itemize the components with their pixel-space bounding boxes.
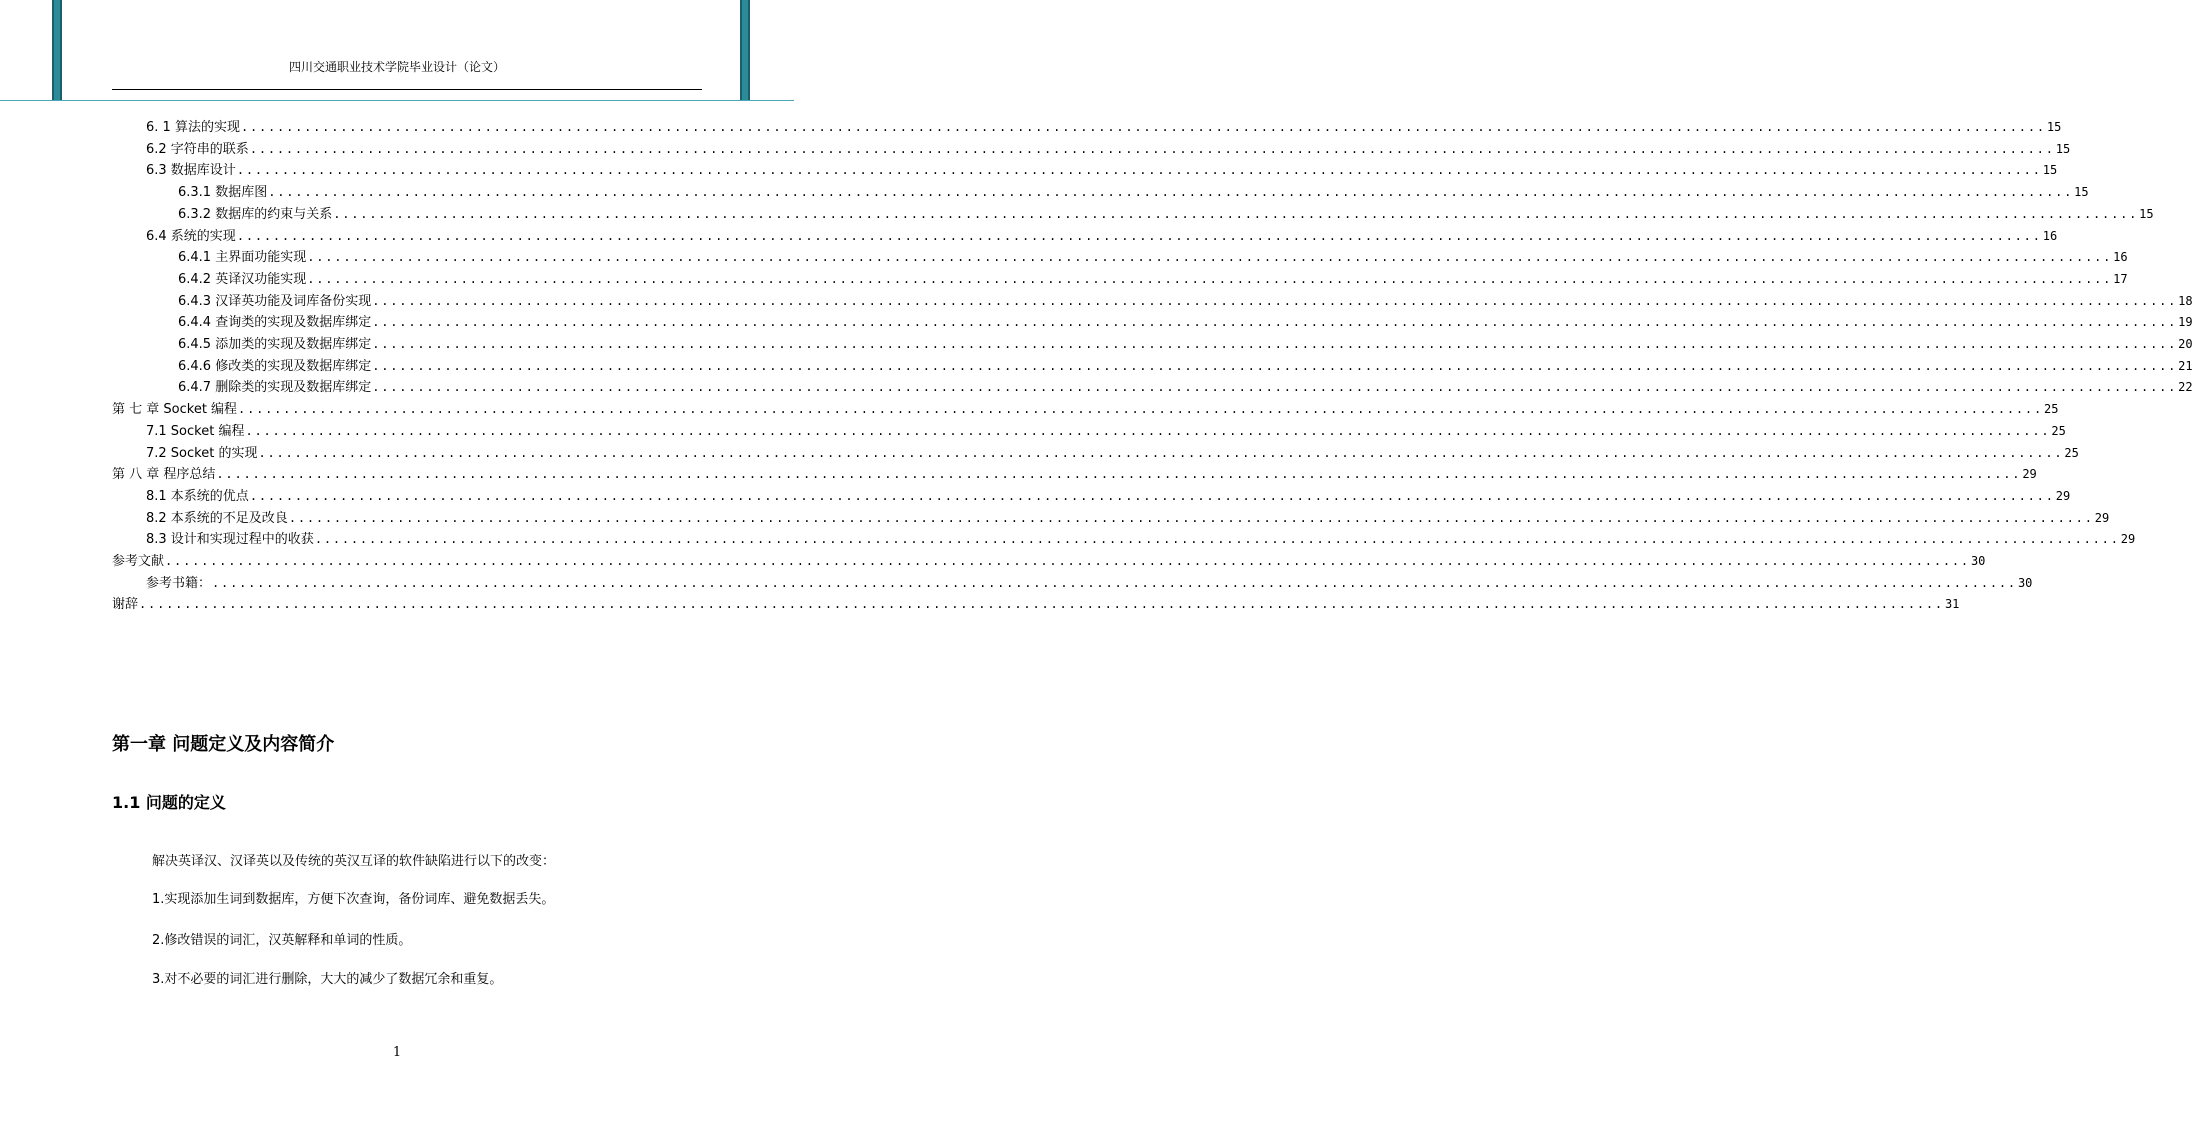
toc-entry-label: 6.4.6 修改类的实现及数据库绑定 bbox=[178, 358, 372, 374]
header-decor-bar-right bbox=[740, 0, 750, 100]
toc-entry[interactable] bbox=[112, 420, 2066, 440]
toc-leader-dots: ........................................................................................................................................................................................................ bbox=[139, 597, 1944, 612]
toc-leader-dots: ........................................................................................................................................................................................................ bbox=[372, 337, 2178, 351]
toc-entry[interactable] bbox=[112, 593, 1960, 613]
toc-entry-page: 29 bbox=[2022, 467, 2037, 482]
toc-entry-label: 第 七 章 Socket 编程 bbox=[112, 402, 238, 418]
toc-leader-dots: ........................................................................................................................................................................................................ bbox=[245, 423, 2051, 438]
toc-entry-label: 7.1 Socket 编程 bbox=[146, 423, 245, 439]
toc-entry-page: 15 bbox=[2139, 206, 2154, 221]
toc-leader-dots: ........................................................................................................................................................................................................ bbox=[372, 293, 2178, 308]
header-decor-bar-left bbox=[52, 0, 62, 100]
toc-entry[interactable] bbox=[112, 311, 2193, 331]
toc-entry[interactable] bbox=[112, 225, 2058, 245]
toc-leader-dots: ........................................................................................................................................................................................................ bbox=[216, 467, 2022, 482]
header-rule bbox=[112, 89, 702, 90]
chapter-title: 第一章 问题定义及内容简介 bbox=[112, 734, 335, 755]
toc-entry[interactable] bbox=[112, 463, 2037, 483]
toc-entry-label: 6.3.2 数据库的约束与关系 bbox=[178, 206, 333, 222]
toc-leader-dots: ........................................................................................................................................................................................................ bbox=[268, 185, 2074, 200]
toc-entry-page: 16 bbox=[2113, 250, 2128, 265]
toc-entry-label: 6.4.4 查询类的实现及数据库绑定 bbox=[178, 315, 372, 331]
toc-entry-page: 19 bbox=[2178, 315, 2193, 330]
paragraph: 1.实现添加生词到数据库，方便下次查询，备份词库、避免数据丢失。 bbox=[152, 892, 555, 907]
toc-entry-label: 参考文献 bbox=[112, 554, 165, 569]
toc-leader-dots: ........................................................................................................................................................................................................ bbox=[249, 141, 2055, 156]
toc-entry-page: 25 bbox=[2043, 402, 2059, 417]
toc-entry[interactable] bbox=[112, 528, 2136, 548]
toc-entry-page: 25 bbox=[2051, 423, 2066, 438]
toc-leader-dots: ........................................................................................................................................................................................................ bbox=[165, 554, 1970, 568]
toc-entry[interactable] bbox=[112, 203, 2154, 223]
toc-entry-page: 15 bbox=[2042, 163, 2058, 178]
toc-entry-page: 25 bbox=[2064, 445, 2079, 460]
toc-leader-dots: ........................................................................................................................................................................................................ bbox=[212, 575, 2017, 590]
toc-entry-label: 6.4.7 删除类的实现及数据库绑定 bbox=[178, 380, 372, 396]
toc-entry-label: 谢辞 bbox=[112, 597, 139, 613]
toc-leader-dots: ........................................................................................................................................................................................................ bbox=[307, 250, 2113, 265]
toc-entry-label: 6.4 系统的实现 bbox=[146, 228, 236, 244]
toc-leader-dots: ........................................................................................................................................................................................................ bbox=[372, 358, 2178, 373]
page-number: 1 bbox=[392, 1045, 402, 1060]
toc-entry-page: 15 bbox=[2055, 141, 2071, 156]
paragraph: 解决英译汉、汉译英以及传统的英汉互译的软件缺陷进行以下的改变： bbox=[152, 854, 556, 869]
toc-entry-label: 7.2 Socket 的实现 bbox=[146, 445, 258, 461]
toc-entry-page: 18 bbox=[2178, 293, 2193, 308]
toc-entry-page: 30 bbox=[2017, 575, 2033, 590]
toc-entry-label: 8.1 本系统的优点 bbox=[146, 488, 249, 504]
toc-entry-page: 29 bbox=[2094, 510, 2110, 525]
toc-leader-dots: ........................................................................................................................................................................................................ bbox=[372, 315, 2178, 330]
toc-entry-page: 29 bbox=[2055, 488, 2071, 503]
toc-entry-page: 29 bbox=[2120, 532, 2136, 547]
toc-leader-dots: ........................................................................................................................................................................................................ bbox=[240, 120, 2046, 134]
toc-entry[interactable] bbox=[112, 116, 2062, 136]
toc-entry-page: 22 bbox=[2178, 380, 2193, 395]
toc-entry-label: 8.3 设计和实现过程中的收获 bbox=[146, 532, 314, 548]
toc-entry[interactable] bbox=[112, 550, 1986, 570]
section-title: 1.1 问题的定义 bbox=[112, 793, 226, 812]
toc-entry-page: 15 bbox=[2046, 120, 2062, 134]
paragraph: 2.修改错误的词汇，汉英解释和单词的性质。 bbox=[152, 933, 412, 948]
toc-entry[interactable] bbox=[112, 572, 2033, 592]
toc-entry-label: 6.4.1 主界面功能实现 bbox=[178, 250, 307, 266]
toc-entry[interactable] bbox=[112, 485, 2071, 505]
toc-entry-label: 6.4.3 汉译英功能及词库备份实现 bbox=[178, 293, 372, 309]
toc-entry-label: 第 八 章 程序总结 bbox=[112, 467, 216, 483]
toc-entry[interactable] bbox=[112, 268, 2128, 288]
toc-leader-dots: ........................................................................................................................................................................................................ bbox=[236, 228, 2042, 243]
toc-entry[interactable] bbox=[112, 355, 2193, 375]
toc-entry-page: 21 bbox=[2178, 358, 2193, 373]
toc-entry[interactable] bbox=[112, 138, 2071, 158]
toc-entry-label: 6.3 数据库设计 bbox=[146, 163, 236, 179]
toc-entry-label: 6.4.5 添加类的实现及数据库绑定 bbox=[178, 337, 372, 352]
toc-leader-dots: ........................................................................................................................................................................................................ bbox=[307, 271, 2113, 286]
toc-leader-dots: ........................................................................................................................................................................................................ bbox=[288, 510, 2094, 525]
header-teal-line bbox=[0, 100, 794, 101]
toc-entry-label: 6.3.1 数据库图 bbox=[178, 185, 268, 201]
toc-entry[interactable] bbox=[112, 181, 2089, 201]
toc-entry[interactable] bbox=[112, 159, 2058, 179]
toc-entry-page: 15 bbox=[2074, 185, 2089, 200]
toc-entry-label: 6.4.2 英译汉功能实现 bbox=[178, 271, 307, 287]
toc-leader-dots: ........................................................................................................................................................................................................ bbox=[238, 402, 2043, 417]
toc-leader-dots: ........................................................................................................................................................................................................ bbox=[249, 488, 2055, 503]
paragraph: 3.对不必要的词汇进行删除，大大的减少了数据冗余和重复。 bbox=[152, 972, 503, 987]
toc-entry[interactable] bbox=[112, 246, 2128, 266]
toc-entry[interactable] bbox=[112, 376, 2193, 396]
toc-entry[interactable] bbox=[112, 507, 2110, 527]
running-header: 四川交通职业技术学院毕业设计（论文） bbox=[288, 60, 505, 74]
toc-entry[interactable] bbox=[112, 398, 2059, 418]
toc-entry-label: 6. 1 算法的实现 bbox=[146, 120, 240, 135]
toc-entry-label: 6.2 字符串的联系 bbox=[146, 141, 249, 157]
toc-entry-page: 30 bbox=[1970, 554, 1986, 568]
toc-entry-page: 31 bbox=[1944, 597, 1960, 612]
toc-leader-dots: ........................................................................................................................................................................................................ bbox=[314, 532, 2120, 547]
toc-entry[interactable] bbox=[112, 442, 2079, 462]
toc-entry-page: 17 bbox=[2113, 271, 2128, 286]
toc-leader-dots: ........................................................................................................................................................................................................ bbox=[258, 445, 2064, 460]
toc-entry-label: 8.2 本系统的不足及改良 bbox=[146, 510, 288, 526]
toc-entry[interactable] bbox=[112, 333, 2193, 353]
toc-leader-dots: ........................................................................................................................................................................................................ bbox=[236, 163, 2042, 178]
toc-entry-page: 20 bbox=[2178, 337, 2193, 351]
toc-entry-label: 参考书籍： bbox=[146, 575, 212, 591]
toc-leader-dots: ........................................................................................................................................................................................................ bbox=[372, 380, 2178, 395]
toc-leader-dots: ........................................................................................................................................................................................................ bbox=[333, 206, 2139, 221]
toc-entry-page: 16 bbox=[2042, 228, 2058, 243]
toc-entry[interactable] bbox=[112, 290, 2193, 310]
